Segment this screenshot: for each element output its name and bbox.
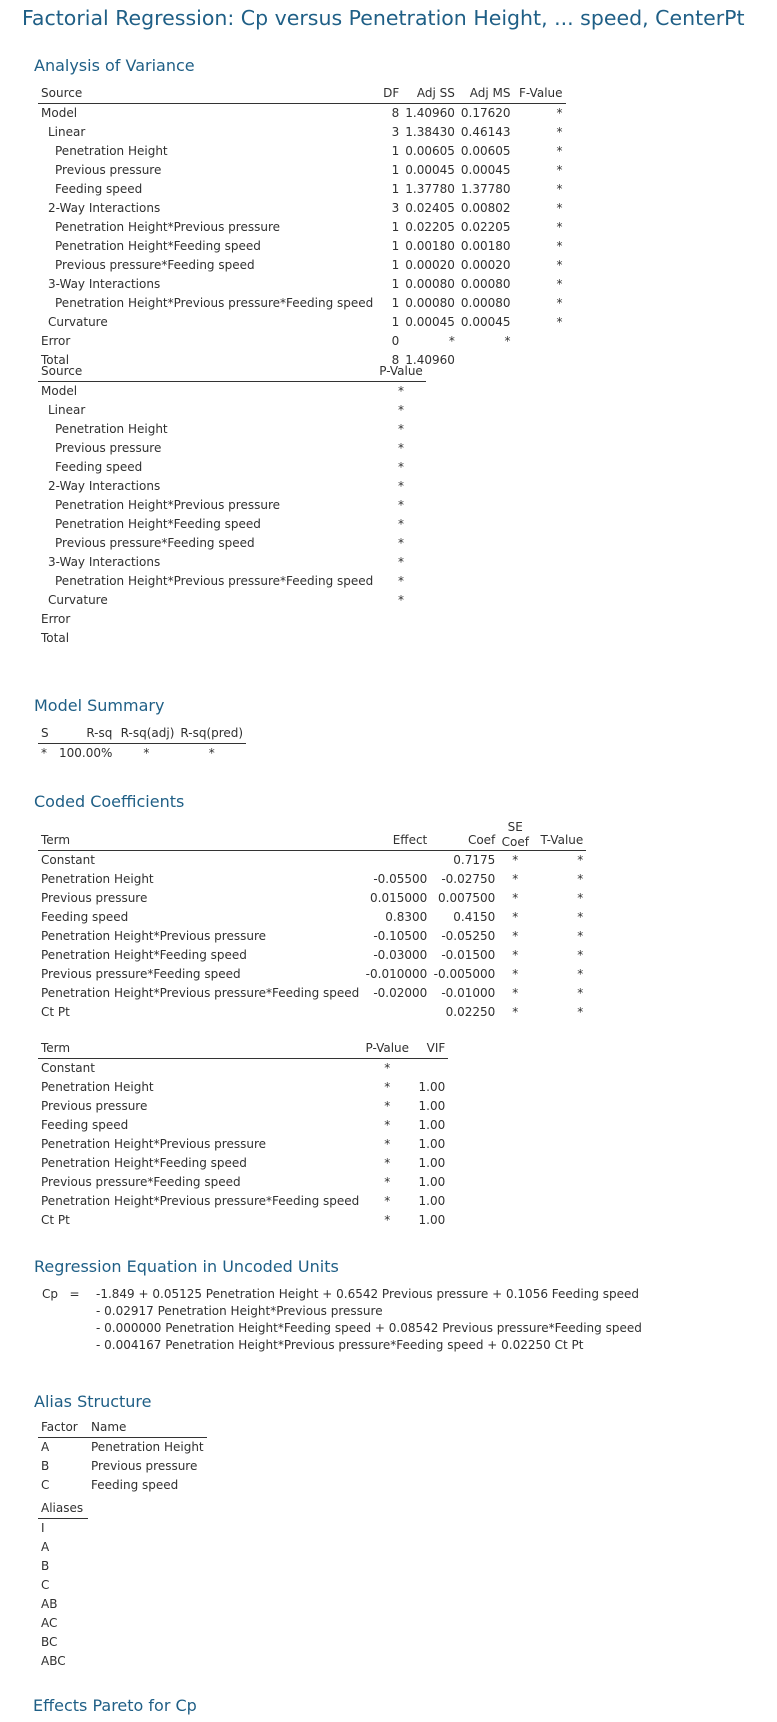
table-row — [38, 458, 426, 477]
anova-f-value — [514, 332, 566, 351]
anova-source: 3-Way Interactions — [48, 555, 161, 569]
table-row — [38, 851, 586, 871]
anova-source: Error — [41, 334, 71, 348]
coded-pvalue-header-row — [38, 1039, 448, 1059]
coded-coef: 0.02250 — [445, 1005, 496, 1019]
coded-term: Previous pressure — [41, 891, 148, 905]
anova-adj-ms: 0.00605 — [460, 144, 511, 158]
alias-aliases-table — [38, 1499, 88, 1671]
alias-factor: B — [41, 1459, 50, 1473]
model-summary-r-sq-adj: * — [143, 746, 150, 760]
model-summary-col-r-sq-pred: R-sq(pred) — [177, 724, 246, 744]
coded-se-coef: * — [512, 872, 519, 886]
anova-source: Feeding speed — [55, 182, 143, 196]
coded-effect: 0.015000 — [370, 891, 428, 905]
table-row — [38, 1003, 586, 1022]
coded-col-se-bottom: Coef — [501, 835, 529, 849]
table-row — [38, 401, 426, 420]
coded-pvalue-col-term: Term — [38, 1039, 362, 1059]
anova-adj-ss: 1.40960 — [405, 106, 455, 120]
alias-header-row — [38, 1418, 207, 1438]
coded-col-se-top: SE — [507, 820, 523, 834]
table-row — [38, 332, 566, 351]
anova-source: Penetration Height*Previous pressure — [55, 220, 280, 234]
coded-se-coef: * — [512, 948, 519, 962]
anova-source: 3-Way Interactions — [48, 277, 161, 291]
anova-df: 1 — [391, 296, 400, 310]
coded-p-value: * — [384, 1099, 391, 1113]
regression-line: -1.849 + 0.05125 Penetration Height + 0.6542 Previous pressure + 0.1056 Feeding speed — [96, 1287, 640, 1301]
table-row — [38, 420, 426, 439]
anova-p-value: * — [398, 422, 405, 436]
anova-df: 1 — [391, 182, 400, 196]
coded-vif: 1.00 — [418, 1080, 446, 1094]
table-row — [38, 1059, 448, 1079]
coded-vif: 1.00 — [418, 1156, 446, 1170]
regression-line: - 0.02917 Penetration Height*Previous pressure — [96, 1304, 383, 1318]
table-row — [38, 927, 586, 946]
coded-term: Penetration Height — [41, 872, 154, 886]
anova-df: 1 — [391, 258, 400, 272]
anova-adj-ms: 0.00080 — [460, 277, 511, 291]
anova-f-value: * — [556, 201, 563, 215]
anova-f-value: * — [556, 106, 563, 120]
table-row — [38, 1633, 88, 1652]
table-row — [38, 744, 246, 764]
alias-heading: Alias Structure — [34, 1392, 152, 1411]
coded-t-value: * — [577, 1005, 584, 1019]
anova-p-value: * — [398, 574, 405, 588]
anova-col-df: DF — [376, 84, 402, 104]
pareto-heading: Effects Pareto for Cp — [33, 1696, 197, 1715]
anova-df: 1 — [391, 315, 400, 329]
anova-adj-ms: 0.02205 — [460, 220, 511, 234]
anova-f-value: * — [556, 277, 563, 291]
table-row — [38, 534, 426, 553]
coded-coef: -0.02750 — [441, 872, 496, 886]
model-summary-col-r-sq: R-sq — [56, 724, 115, 744]
anova-adj-ms: * — [504, 334, 511, 348]
anova-adj-ss: 1.37780 — [405, 182, 455, 196]
table-row — [38, 946, 586, 965]
anova-f-value: * — [556, 315, 563, 329]
table-row — [38, 199, 566, 218]
coded-coefficients-table — [38, 820, 586, 1022]
alias-term: BC — [41, 1635, 58, 1649]
coded-effect: -0.02000 — [373, 986, 428, 1000]
alias-name: Previous pressure — [91, 1459, 198, 1473]
coded-p-value: * — [384, 1118, 391, 1132]
anova-adj-ss: 1.38430 — [405, 125, 455, 139]
table-row — [38, 1457, 207, 1476]
anova-p-value: * — [398, 460, 405, 474]
alias-col-name: Name — [88, 1418, 207, 1438]
anova-p-value: * — [398, 403, 405, 417]
anova-adj-ms: 0.00080 — [460, 296, 511, 310]
anova-source: Penetration Height*Previous pressure — [55, 498, 280, 512]
coded-se-coef: * — [512, 967, 519, 981]
coded-col-se-coef — [498, 820, 532, 851]
coded-term: Previous pressure — [41, 1099, 148, 1113]
table-row — [38, 1538, 88, 1557]
anova-df: 0 — [391, 334, 400, 348]
alias-col-factor: Factor — [38, 1418, 88, 1438]
anova-source: Total — [41, 353, 70, 367]
anova-source: Linear — [48, 403, 86, 417]
anova-adj-ss: * — [448, 334, 455, 348]
table-row — [38, 237, 566, 256]
anova-adj-ss: 0.00080 — [405, 277, 455, 291]
table-row — [38, 382, 426, 402]
coded-coef: -0.01500 — [441, 948, 496, 962]
coded-col-coef: Coef — [430, 820, 498, 851]
coded-p-value: * — [384, 1194, 391, 1208]
table-row — [38, 629, 426, 648]
coded-col-term: Term — [38, 820, 362, 851]
table-row — [38, 553, 426, 572]
alias-name: Penetration Height — [91, 1440, 204, 1454]
table-row — [38, 1557, 88, 1576]
table-row — [38, 218, 566, 237]
coded-coef: 0.4150 — [453, 910, 496, 924]
coded-t-value: * — [577, 853, 584, 867]
coded-term: Constant — [41, 1061, 95, 1075]
coded-vif: 1.00 — [418, 1175, 446, 1189]
aliases-header-row — [38, 1499, 88, 1519]
anova-f-value: * — [556, 125, 563, 139]
coded-effect: -0.05500 — [373, 872, 428, 886]
anova-col-adj-ms: Adj MS — [458, 84, 514, 104]
alias-term: I — [41, 1521, 45, 1535]
anova-pvalue-table — [38, 362, 426, 648]
anova-source: Model — [41, 384, 78, 398]
coded-se-coef: * — [512, 910, 519, 924]
coded-coef: -0.01000 — [441, 986, 496, 1000]
coded-term: Previous pressure*Feeding speed — [41, 967, 241, 981]
model-summary-col-s: S — [38, 724, 56, 744]
coded-coef: -0.005000 — [433, 967, 496, 981]
alias-name: Feeding speed — [91, 1478, 179, 1492]
table-row — [38, 591, 426, 610]
coded-p-value: * — [384, 1175, 391, 1189]
anova-pvalue-header-row — [38, 362, 426, 382]
anova-f-value: * — [556, 296, 563, 310]
table-row — [38, 1652, 88, 1671]
coded-term: Constant — [41, 853, 95, 867]
regression-lhs: Cp = — [42, 1287, 80, 1301]
alias-term: B — [41, 1559, 50, 1573]
anova-source: Penetration Height*Previous pressure*Feeding speed — [55, 574, 374, 588]
anova-p-value: * — [398, 517, 405, 531]
anova-df: 1 — [391, 277, 400, 291]
coded-term: Ct Pt — [41, 1005, 70, 1019]
anova-adj-ms: 0.00045 — [460, 163, 511, 177]
model-summary-header-row — [38, 724, 246, 744]
coded-term: Feeding speed — [41, 910, 129, 924]
anova-f-value: * — [556, 220, 563, 234]
coded-p-value: * — [384, 1137, 391, 1151]
anova-adj-ss: 0.00080 — [405, 296, 455, 310]
coded-header-row — [38, 820, 586, 851]
anova-p-value: * — [398, 479, 405, 493]
anova-df: 1 — [391, 239, 400, 253]
coded-coef: 0.007500 — [438, 891, 496, 905]
anova-adj-ss: 0.00045 — [405, 315, 455, 329]
anova-df: 8 — [391, 106, 400, 120]
alias-term: C — [41, 1578, 50, 1592]
anova-source: 2-Way Interactions — [48, 201, 161, 215]
table-row — [38, 275, 566, 294]
coded-term: Penetration Height*Previous pressure — [41, 1137, 266, 1151]
coded-t-value: * — [577, 986, 584, 1000]
alias-factor: A — [41, 1440, 50, 1454]
anova-adj-ss: 0.00020 — [405, 258, 455, 272]
anova-adj-ss: 1.40960 — [405, 353, 455, 367]
anova-f-value — [514, 351, 566, 370]
coded-coefficients-heading: Coded Coefficients — [34, 792, 185, 811]
table-row — [38, 908, 586, 927]
table-row — [38, 1097, 448, 1116]
anova-f-value: * — [556, 258, 563, 272]
table-row — [38, 1438, 207, 1458]
coded-term: Penetration Height*Feeding speed — [41, 1156, 247, 1170]
alias-term: A — [41, 1540, 50, 1554]
page-title: Factorial Regression: Cp versus Penetration Height, ... speed, CenterPt — [22, 6, 745, 30]
anova-source: Feeding speed — [55, 460, 143, 474]
model-summary-col-r-sq-adj: R-sq(adj) — [115, 724, 177, 744]
coded-col-t-value: T-Value — [532, 820, 586, 851]
coded-t-value: * — [577, 929, 584, 943]
anova-p-value — [376, 629, 426, 648]
anova-source: Linear — [48, 125, 86, 139]
coded-effect: -0.010000 — [365, 967, 428, 981]
coded-vif: 1.00 — [418, 1213, 446, 1227]
table-row — [38, 1135, 448, 1154]
table-row — [38, 572, 426, 591]
anova-table — [38, 84, 566, 370]
anova-f-value: * — [556, 239, 563, 253]
anova-adj-ss: 0.00045 — [405, 163, 455, 177]
anova-source: Previous pressure — [55, 163, 162, 177]
table-row — [38, 610, 426, 629]
anova-source: Curvature — [48, 593, 108, 607]
coded-se-coef: * — [512, 929, 519, 943]
coded-term: Previous pressure*Feeding speed — [41, 1175, 241, 1189]
table-row — [38, 294, 566, 313]
anova-col-adj-ss: Adj SS — [402, 84, 458, 104]
model-summary-r-sq-pred: * — [208, 746, 215, 760]
regression-line: - 0.004167 Penetration Height*Previous pressure*Feeding speed + 0.02250 Ct Pt — [96, 1338, 584, 1352]
table-row — [38, 965, 586, 984]
anova-col-source: Source — [38, 84, 376, 104]
alias-term: ABC — [41, 1654, 66, 1668]
coded-vif: 1.00 — [418, 1194, 446, 1208]
anova-p-value: * — [398, 593, 405, 607]
table-row — [38, 439, 426, 458]
anova-source: Total — [41, 631, 70, 645]
coded-pvalue-col-p: P-Value — [362, 1039, 412, 1059]
anova-adj-ms: 1.37780 — [460, 182, 511, 196]
coded-t-value: * — [577, 872, 584, 886]
coded-term: Penetration Height*Previous pressure*Feeding speed — [41, 986, 360, 1000]
coded-p-value: * — [384, 1213, 391, 1227]
anova-source: Previous pressure — [55, 441, 162, 455]
table-row — [38, 1192, 448, 1211]
table-row — [38, 1614, 88, 1633]
table-row — [38, 1116, 448, 1135]
coded-col-effect: Effect — [362, 820, 430, 851]
table-row — [38, 256, 566, 275]
table-row — [38, 104, 566, 124]
table-row — [38, 984, 586, 1003]
anova-df: 3 — [391, 201, 400, 215]
model-summary-heading: Model Summary — [34, 696, 165, 715]
alias-term: AC — [41, 1616, 58, 1630]
table-row — [38, 1078, 448, 1097]
table-row — [38, 1519, 88, 1539]
table-row — [38, 1211, 448, 1230]
anova-f-value: * — [556, 182, 563, 196]
anova-df: 3 — [391, 125, 400, 139]
table-row — [38, 1576, 88, 1595]
anova-source: Penetration Height — [55, 144, 168, 158]
coded-pvalue-table — [38, 1039, 448, 1230]
anova-p-value — [376, 610, 426, 629]
table-row — [38, 889, 586, 908]
coded-se-coef: * — [512, 891, 519, 905]
table-row — [38, 313, 566, 332]
anova-source: Curvature — [48, 315, 108, 329]
table-row — [38, 870, 586, 889]
table-row — [38, 515, 426, 534]
anova-adj-ms: 0.00045 — [460, 315, 511, 329]
coded-t-value: * — [577, 910, 584, 924]
anova-p-value: * — [398, 536, 405, 550]
anova-source: Penetration Height*Previous pressure*Feeding speed — [55, 296, 374, 310]
anova-adj-ss: 0.02405 — [405, 201, 455, 215]
anova-p-value: * — [398, 384, 405, 398]
coded-effect: -0.10500 — [373, 929, 428, 943]
aliases-col: Aliases — [38, 1499, 88, 1519]
coded-effect — [362, 1003, 430, 1022]
anova-col-f-value: F-Value — [514, 84, 566, 104]
anova-source: Penetration Height*Feeding speed — [55, 239, 261, 253]
coded-term: Penetration Height — [41, 1080, 154, 1094]
coded-t-value: * — [577, 967, 584, 981]
table-row — [38, 161, 566, 180]
anova-source: 2-Way Interactions — [48, 479, 161, 493]
anova-df: 1 — [391, 220, 400, 234]
anova-adj-ms: 0.46143 — [460, 125, 511, 139]
coded-p-value: * — [384, 1061, 391, 1075]
coded-t-value: * — [577, 891, 584, 905]
coded-se-coef: * — [512, 1005, 519, 1019]
alias-factor-table — [38, 1418, 207, 1495]
coded-term: Penetration Height*Previous pressure*Feeding speed — [41, 1194, 360, 1208]
regression-heading: Regression Equation in Uncoded Units — [34, 1257, 339, 1276]
anova-pvalue-col-source: Source — [38, 362, 376, 382]
coded-vif: 1.00 — [418, 1137, 446, 1151]
anova-source: Previous pressure*Feeding speed — [55, 536, 255, 550]
table-row — [38, 1595, 88, 1614]
anova-adj-ms: 0.00020 — [460, 258, 511, 272]
anova-pvalue-col-p: P-Value — [376, 362, 426, 382]
table-row — [38, 1476, 207, 1495]
coded-p-value: * — [384, 1080, 391, 1094]
table-row — [38, 1173, 448, 1192]
coded-p-value: * — [384, 1156, 391, 1170]
regression-line: - 0.000000 Penetration Height*Feeding speed + 0.08542 Previous pressure*Feeding speed — [96, 1321, 642, 1335]
model-summary-s: * — [41, 746, 47, 760]
coded-effect — [362, 851, 430, 871]
anova-adj-ss: 0.00180 — [405, 239, 455, 253]
coded-se-coef: * — [512, 986, 519, 1000]
coded-t-value: * — [577, 948, 584, 962]
coded-vif: 1.00 — [418, 1099, 446, 1113]
coded-pvalue-col-vif: VIF — [412, 1039, 448, 1059]
coded-effect: -0.03000 — [373, 948, 428, 962]
coded-se-coef: * — [512, 853, 519, 867]
anova-p-value: * — [398, 555, 405, 569]
model-summary-r-sq: 100.00% — [59, 746, 113, 760]
coded-term: Ct Pt — [41, 1213, 70, 1227]
anova-source: Previous pressure*Feeding speed — [55, 258, 255, 272]
anova-f-value: * — [556, 163, 563, 177]
anova-p-value: * — [398, 498, 405, 512]
anova-source: Model — [41, 106, 78, 120]
table-row — [38, 1154, 448, 1173]
coded-term: Penetration Height*Previous pressure — [41, 929, 266, 943]
anova-adj-ms: 0.17620 — [460, 106, 511, 120]
coded-vif — [412, 1059, 448, 1079]
anova-p-value: * — [398, 441, 405, 455]
coded-vif: 1.00 — [418, 1118, 446, 1132]
anova-source: Penetration Height*Feeding speed — [55, 517, 261, 531]
anova-df: 1 — [391, 144, 400, 158]
table-row — [38, 142, 566, 161]
model-summary-table — [38, 724, 246, 763]
coded-coef: 0.7175 — [453, 853, 496, 867]
anova-header-row — [38, 84, 566, 104]
anova-adj-ms: 0.00802 — [460, 201, 511, 215]
anova-f-value: * — [556, 144, 563, 158]
table-row — [38, 180, 566, 199]
anova-adj-ss: 0.00605 — [405, 144, 455, 158]
anova-source: Error — [41, 612, 71, 626]
table-row — [38, 496, 426, 515]
anova-df: 1 — [391, 163, 400, 177]
anova-adj-ms — [458, 351, 514, 370]
coded-term: Feeding speed — [41, 1118, 129, 1132]
coded-coef: -0.05250 — [441, 929, 496, 943]
anova-source: Penetration Height — [55, 422, 168, 436]
table-row — [38, 123, 566, 142]
anova-adj-ss: 0.02205 — [405, 220, 455, 234]
anova-heading: Analysis of Variance — [34, 56, 195, 75]
anova-df: 8 — [391, 353, 400, 367]
alias-factor: C — [41, 1478, 50, 1492]
alias-term: AB — [41, 1597, 58, 1611]
coded-effect: 0.8300 — [385, 910, 428, 924]
anova-adj-ms: 0.00180 — [460, 239, 511, 253]
table-row — [38, 477, 426, 496]
coded-term: Penetration Height*Feeding speed — [41, 948, 247, 962]
